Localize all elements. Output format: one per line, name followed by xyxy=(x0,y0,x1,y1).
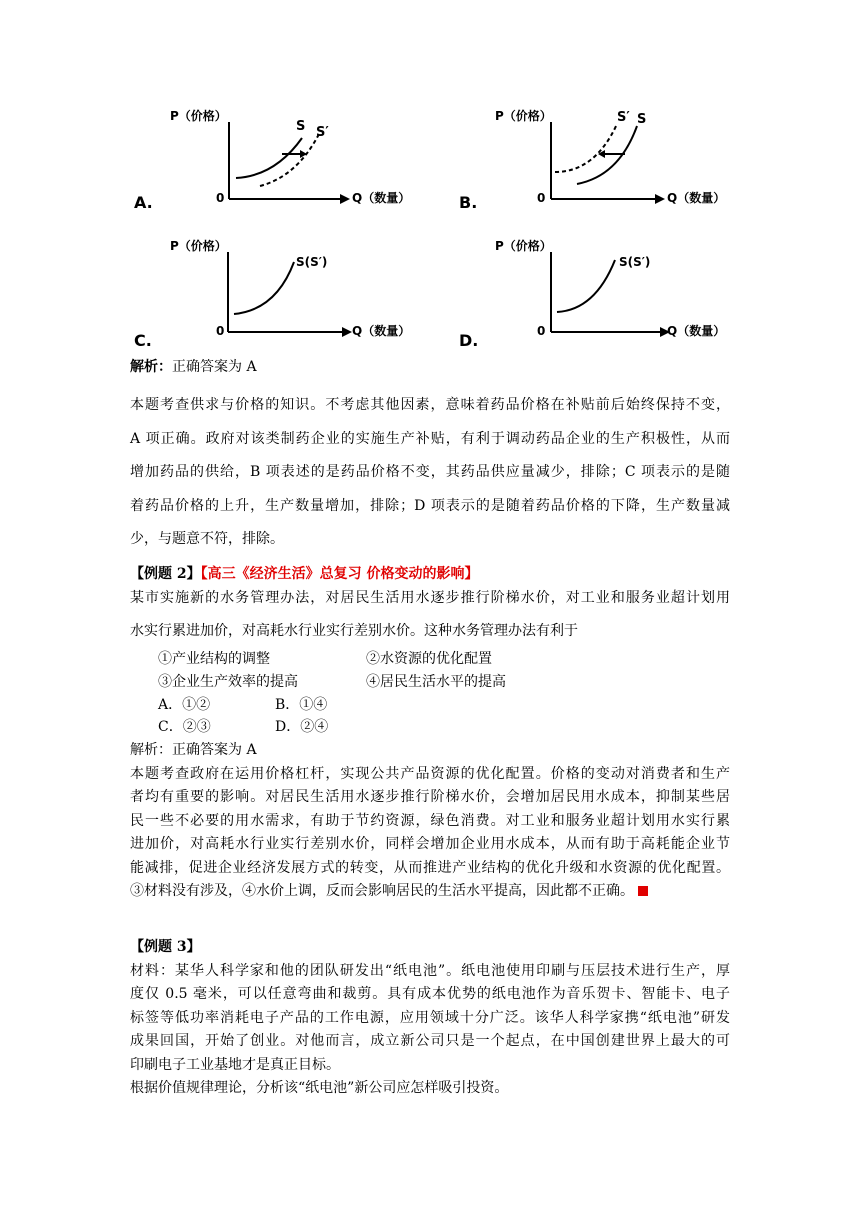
graph-d-letter: D. xyxy=(459,331,479,350)
example1-line-2: A 项正确。政府对该类制药企业的实施生产补贴，有利于调动药品企业的生产积极性，从而 xyxy=(130,431,730,447)
example3-material-line-3: 标签等低功率消耗电子产品的工作电源，应用领域十分广泛。该华人科学家携“纸电池”研发 xyxy=(130,1010,730,1026)
example1-analysis-answer: 正确答案为 A xyxy=(172,359,257,375)
graph-c-origin: 0 xyxy=(216,324,225,338)
graph-d-x-label: Q（数量） xyxy=(667,324,726,338)
graph-b-curve-s-prime: S′ xyxy=(617,110,630,125)
graph-c xyxy=(130,238,430,358)
example2-analysis-line-1: 本题考查政府在运用价格杠杆，实现公共产品资源的优化配置。价格的变动对消费者和生产 xyxy=(130,766,730,782)
example2-analysis-line-2: 者均有重要的影响。对居民生活用水逐步推行阶梯水价，会增加居民用水成本，抑制某些居 xyxy=(130,789,730,805)
graph-a-letter: A. xyxy=(134,193,153,212)
example2-item-2: ②水资源的优化配置 xyxy=(366,651,492,667)
graph-d-y-label: P（价格） xyxy=(495,239,552,253)
example2-title-prefix: 【例题 2】 xyxy=(130,566,201,582)
example2-analysis-line-3: 民一些不必要的用水需求，有助于节约资源，绿色消费。对工业和服务业超计划用水实行累 xyxy=(130,813,730,829)
example2-analysis-line-6 xyxy=(130,880,648,900)
example2-question-line-2: 水实行累进加价，对高耗水行业实行差别水价。这种水务管理办法有利于 xyxy=(130,623,578,639)
example2-item-3: ③企业生产效率的提高 xyxy=(158,674,298,690)
example2-analysis: 解析：正确答案为 A xyxy=(130,742,257,758)
example3-material-line-4: 成果回国，开始了创业。对他而言，成立新公司只是一个起点，在中国创建世界上最大的可 xyxy=(130,1033,730,1049)
example2-item-4: ④居民生活水平的提高 xyxy=(366,674,506,690)
example2-item-1: ①产业结构的调整 xyxy=(158,651,270,667)
graph-a xyxy=(130,102,430,222)
example1-line-4: 着药品价格的上升，生产数量增加，排除；D 项表示的是随着药品价格的下降，生产数量减 xyxy=(130,498,730,514)
graph-a-x-label: Q（数量） xyxy=(352,191,411,205)
example1-line-1: 本题考查供求与价格的知识。不考虑其他因素，意味着药品价格在补贴前后始终保持不变， xyxy=(130,397,730,413)
example2-analysis-line-6-text: ③材料没有涉及，④水价上调，反而会影响居民的生活水平提高，因此都不正确。 xyxy=(130,883,634,899)
example1-line-3: 增加药品的供给，B 项表述的是药品价格不变，其药品供应量减少，排除；C 项表示的是随 xyxy=(130,464,730,480)
graph-b-curve-s: S xyxy=(637,112,647,127)
graph-b-y-label: P（价格） xyxy=(495,109,552,123)
example2-analysis-line-4: 进加价，对高耗水行业实行差别水价，同样会增加企业用水成本，从而有助于高耗能企业节 xyxy=(130,836,730,852)
example3-question: 根据价值规律理论，分析该“纸电池”新公司应怎样吸引投资。 xyxy=(130,1080,509,1096)
example2-question-line-1: 某市实施新的水务管理办法，对居民生活用水逐步推行阶梯水价，对工业和服务业超计划用 xyxy=(130,590,730,606)
example2-choice-c: C．②③ xyxy=(158,719,211,735)
graph-a-curve-s: S xyxy=(296,119,306,134)
graph-b-origin: 0 xyxy=(537,191,546,205)
example2-choice-d: D．②④ xyxy=(275,719,329,735)
example3-title: 【例题 3】 xyxy=(130,939,201,955)
example3-material-line-5: 印刷电子工业基地才是真正目标。 xyxy=(130,1057,340,1073)
example3-material-line-2: 度仅 0.5 毫米，可以任意弯曲和裁剪。具有成本优势的纸电池作为音乐贺卡、智能卡、电子 xyxy=(130,986,730,1002)
example2-title xyxy=(130,563,479,583)
supply-graphs xyxy=(130,102,730,352)
graph-d-curve-s: S(S′) xyxy=(619,255,651,269)
graph-d-origin: 0 xyxy=(537,324,546,338)
example3-material-line-1: 材料：某华人科学家和他的团队研发出“纸电池”。纸电池使用印刷与压层技术进行生产，厚 xyxy=(130,963,730,979)
example2-choice-a: A．①② xyxy=(158,697,211,713)
example2-analysis-line-5: 能减排，促进企业经济发展方式的转变，从而推进产业结构的优化升级和水资源的优化配置。 xyxy=(130,860,730,876)
graph-c-letter: C. xyxy=(134,331,152,350)
graph-a-curve-s-prime: S′ xyxy=(316,125,329,140)
example2-choice-b: B．①④ xyxy=(275,697,328,713)
graph-a-origin: 0 xyxy=(216,191,225,205)
graph-c-y-label: P（价格） xyxy=(170,239,227,253)
graph-d xyxy=(455,238,755,358)
example2-title-red: 【高三《经济生活》总复习 价格变动的影响】 xyxy=(200,566,479,582)
graph-b xyxy=(455,102,755,222)
example1-analysis xyxy=(130,356,257,376)
graph-c-curve-s: S(S′) xyxy=(296,255,328,269)
graph-a-y-label: P（价格） xyxy=(170,109,227,123)
example1-line-5: 少，与题意不符，排除。 xyxy=(130,531,284,547)
graph-c-x-label: Q（数量） xyxy=(352,324,411,338)
example1-analysis-label: 解析： xyxy=(130,359,172,375)
graph-b-letter: B. xyxy=(459,193,478,212)
end-mark-icon xyxy=(638,886,648,896)
graph-b-x-label: Q（数量） xyxy=(667,191,726,205)
